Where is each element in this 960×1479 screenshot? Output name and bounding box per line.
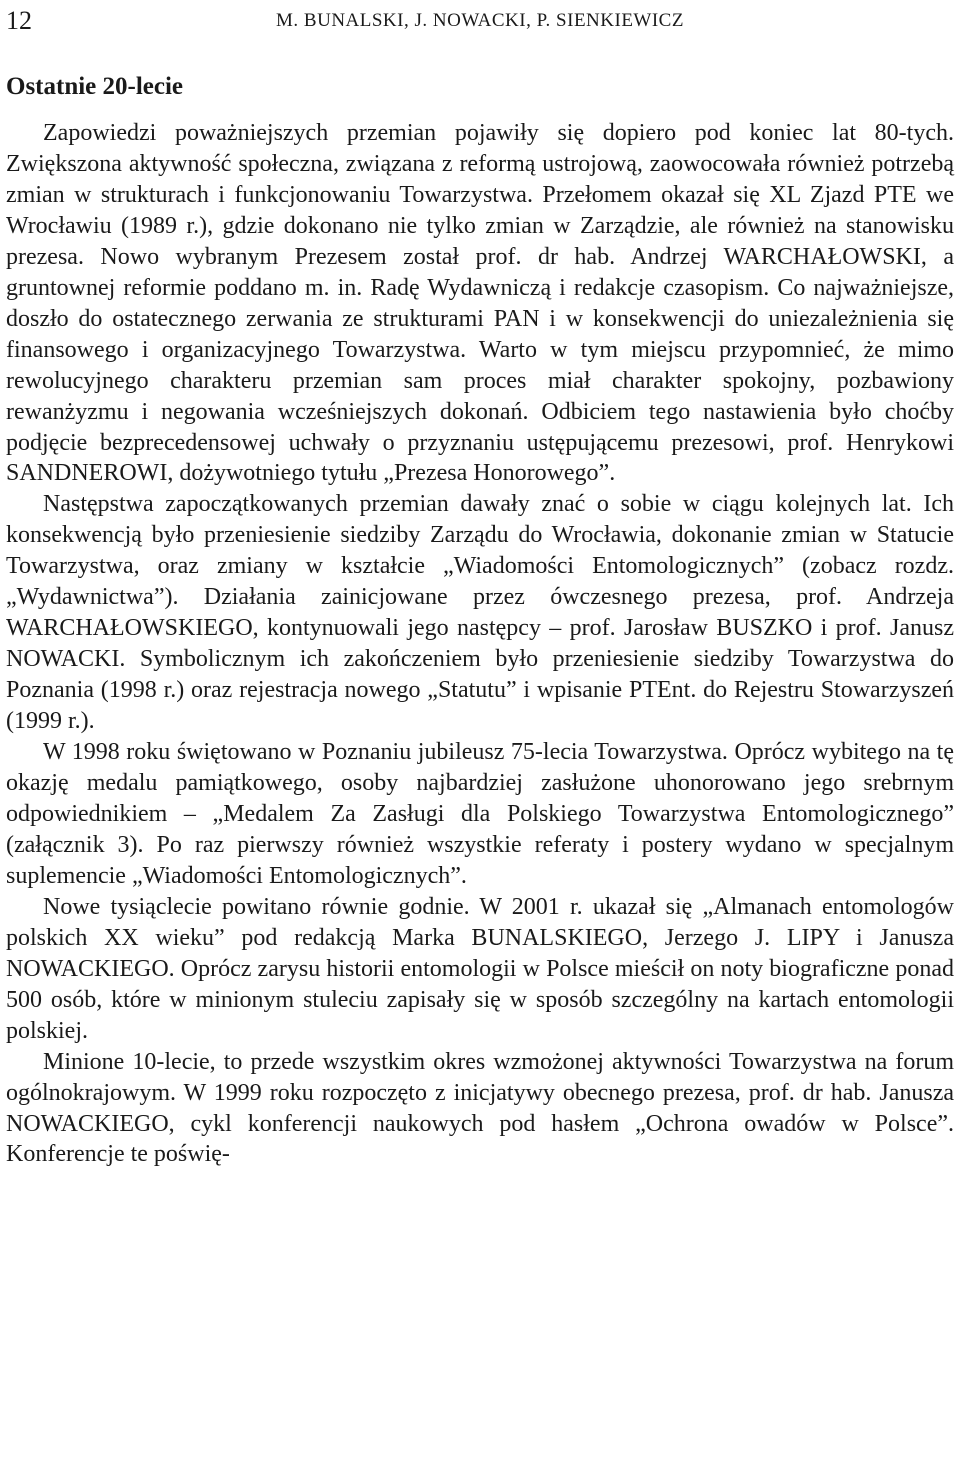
body-text (6, 118, 954, 1170)
paragraph: Zapowiedzi poważniejszych przemian pojawiły się dopiero pod koniec lat 80-tych. Zwiększona aktywność społeczna, związana z reformą ustrojową, zaowocowała również potrzebą zmian w strukturach i funkcjonowaniu Towarzystwa. Przełomem okazał się XL Zjazd PTE we Wrocławiu (1989 r.), gdzie dokonano nie tylko zmian w Zarządzie, ale również na stanowisku prezesa. Nowo wybranym Prezesem został prof. dr hab. Andrzej WARCHAŁOWSKI, a gruntownej reformie poddano m. in. Radę Wydawniczą i redakcje czasopism. Co najważniejsze, doszło do ostatecznego zerwania ze strukturami PAN i w konsekwencji do uniezależnienia się finansowego i organizacyjnego Towarzystwa. Warto w tym miejscu przypomnieć, że mimo rewolucyjnego charakteru przemian sam proces miał charakter spokojny, pozbawiony rewanżyzmu i negowania wcześniejszych dokonań. Odbiciem tego nastawienia było choćby podjęcie bezprecedensowej uchwały o przyznaniu ustępującemu prezesowi, prof. Henrykowi SANDNEROWI, dożywotniego tytułu „Prezesa Honorowego”. (6, 120, 954, 487)
paragraph: Nowe tysiąclecie powitano równie godnie. W 2001 r. ukazał się „Almanach entomologów polskich XX wieku” pod redakcją Marka BUNALSKIEGO, Jerzego J. LIPY i Janusza NOWACKIEGO. Oprócz zarysu historii entomologii w Polsce mieścił on noty biograficzne ponad 500 osób, które w minionym stuleciu zapisały się w sposób szczególny na kartach entomologii polskiej. (6, 893, 954, 1044)
section-title: Ostatnie 20-lecie (6, 73, 184, 100)
paragraph: W 1998 roku świętowano w Poznaniu jubileusz 75-lecia Towarzystwa. Oprócz wybitego na tę okazję medalu pamiątkowego, osoby najbardziej zasłużone uhonorowano jego srebrnym odpowiednikiem – „Medalem Za Zasługi dla Polskiego Towarzystwa Entomologicznego” (załącznik 3). Po raz pierwszy również wszystkie referaty i postery wydano w specjalnym suplemencie „Wiadomości Entomologicznych”. (6, 739, 954, 889)
running-head: M. BUNALSKI, J. NOWACKI, P. SIENKIEWICZ (276, 10, 684, 31)
page-header (6, 4, 954, 38)
paragraph: Następstwa zapoczątkowanych przemian dawały znać o sobie w ciągu kolejnych lat. Ich konsekwencją było przeniesienie siedziby Zarządu do Wrocławia, dokonanie zmian w Statucie Towarzystwa, oraz zmiany w kształcie „Wiadomości Entomologicznych” (zobacz rozdz. „Wydawnictwa”). Działania zainicjowane przez ówczesnego prezesa, prof. Andrzeja WARCHAŁOWSKIEGO, kontynuowali jego następcy – prof. Jarosław BUSZKO i prof. Janusz NOWACKI. Symbolicznym ich zakończeniem było przeniesienie siedziby Towarzystwa do Poznania (1998 r.) oraz rejestracja nowego „Statutu” i wpisanie PTEnt. do Rejestru Stowarzyszeń (1999 r.). (6, 491, 954, 735)
paragraph: Minione 10-lecie, to przede wszystkim okres wzmożonej aktywności Towarzystwa na forum ogólnokrajowym. W 1999 roku rozpoczęto z inicjatywy obecnego prezesa, prof. dr hab. Janusza NOWACKIEGO, cykl konferencji naukowych pod hasłem „Ochrona owadów w Polsce”. Konferencje te poświę- (6, 1048, 954, 1168)
page-number: 12 (6, 6, 32, 35)
